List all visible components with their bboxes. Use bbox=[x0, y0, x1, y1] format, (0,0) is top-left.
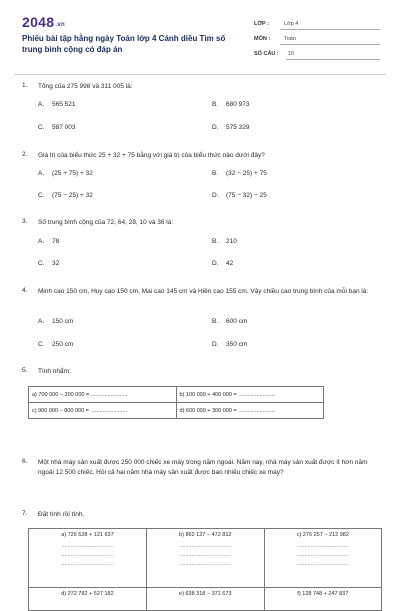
site-logo[interactable]: 2048.vn bbox=[22, 14, 65, 30]
calc-cell[interactable]: b) 862 127 − 472 812 .................................. .................................. .................................. bbox=[146, 529, 264, 588]
mental-math-cell[interactable]: a) 700 000 − 200 000 = ........................ bbox=[29, 387, 177, 403]
calc-cell[interactable]: f) 128 748 + 247 837 bbox=[264, 588, 381, 611]
mental-math-cell[interactable]: d) 600 000 + 300 000 = ........................ bbox=[176, 403, 324, 419]
mental-math-table bbox=[28, 386, 324, 419]
mental-math-cell[interactable]: c) 900 000 − 800 000 = ........................ bbox=[29, 403, 177, 419]
worksheet-meta bbox=[254, 18, 380, 63]
worksheet-header bbox=[22, 14, 380, 66]
calc-cell[interactable]: e) 638 318 − 371 673 bbox=[146, 588, 264, 611]
calc-cell[interactable]: c) 276 257 − 212 982 .................................. .................................. .................................. bbox=[264, 529, 381, 588]
meta-class: LỚP : Lớp 4 bbox=[254, 18, 380, 33]
mental-math-cell[interactable]: b) 100 000 + 400 000 = ........................ bbox=[176, 387, 324, 403]
calc-cell[interactable]: a) 726 528 + 121 637 .................................. .................................. .................................. bbox=[29, 529, 147, 588]
calc-cell[interactable]: d) 272 782 + 527 182 bbox=[29, 588, 147, 611]
column-calc-table bbox=[28, 528, 382, 611]
meta-question-count: SỐ CÂU : 10 bbox=[254, 48, 380, 63]
header-divider bbox=[14, 74, 386, 75]
worksheet-title: Phiếu bài tập hằng ngày Toán lớp 4 Cánh diều Tìm số trung bình cộng có đáp án bbox=[22, 34, 226, 54]
worksheet-page: 2048.vn Phiếu bài tập hằng ngày Toán lớp 4 Cánh diều Tìm số trung bình cộng có đáp án LỚP : Lớp 4 MÔN : Toán SỐ CÂU : 10 1. Tổng của 275 998 và 311 005 là: A. 565 521 B. 680 973 C. 587 003 D. 575 329 2. Giá trị của biểu thức 25 + 32 + 75 bằng với giá trị của biểu thức nào dưới đây? A. (25 + 75) + 32 B. (32 − 25) + 75 C. (75 − 25) + 32 D. (75 − 32) − 25 3. Số trung bình cộng của 72, 64, 28, 10 và 36 là: A. 78 B. 210 C. 32 D. 42 4. Minh cao 150 cm, Huy cao 150 cm, Mai cao 145 cm và Hiền cao 155 cm. Vậy chiều cao trung bình của mỗi bạn là: A. 150 cm B. 600 cm C. 250 cm D. 350 cm 5. Tính nhẩm: a) 700 000 − 200 000 = ........................ b) 100 000 + 400 000 = ........................ c) 900 000 − 800 000 = ........................ d) 600 000 + 300 000 = ........................ 6. Một nhà máy sản xuất được 250 000 chiếc xe máy trong năm ngoái. Năm nay, nhà máy sản xuất được ít hơn năm ngoái 12 500 chiếc. Hỏi cả hai năm nhà máy sản xuất được bao nhiêu chiếc xe máy? 7. Đặt tính rồi tính. a) 726 528 + 121 637 .................................. .................................. .................................. b) 862 127 − 472 812 .................................. .................................. .................................. c) 276 257 − 212 982 .................................. .................................. .................................. d) 272 782 + 527 182 e) 638 318 − 371 673 f) 128 748 + 247 837 bbox=[0, 0, 400, 600]
meta-subject: MÔN : Toán bbox=[254, 33, 380, 48]
